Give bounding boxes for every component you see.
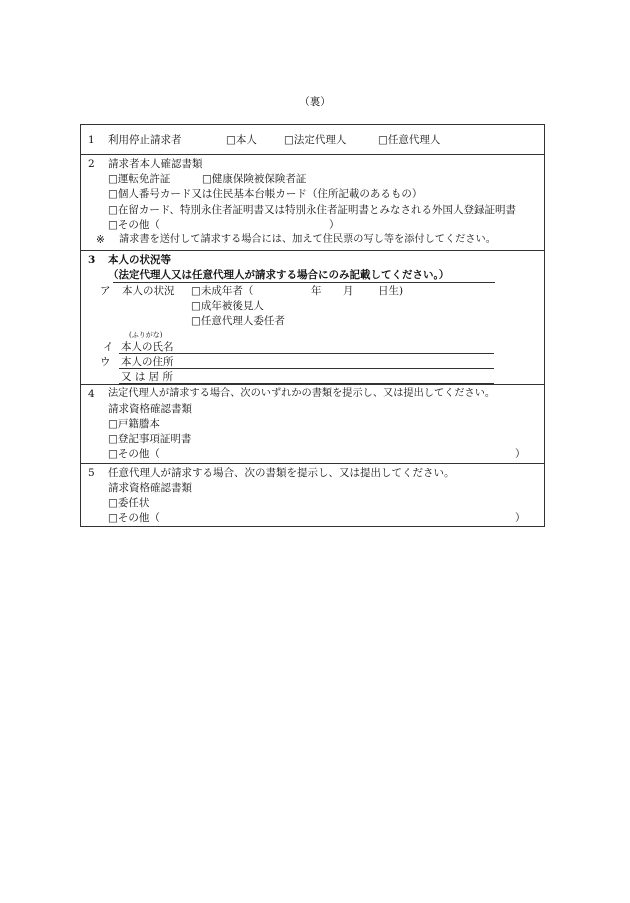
requester-option-legal-agent[interactable]: □法定代理人 — [284, 134, 347, 146]
legal-doc-option-other[interactable]: □その他（ — [108, 448, 160, 460]
section-title: 請求者本人確認書類 — [108, 158, 203, 170]
principal-name-label: 本人の氏名 — [121, 341, 174, 353]
item-mark-u: ウ — [100, 356, 111, 368]
section-title: 本人の状況等 — [108, 254, 171, 266]
section-number: 1 — [88, 134, 95, 146]
principal-residence-field[interactable] — [119, 383, 494, 384]
birth-month-label: 月 — [343, 285, 354, 297]
note-mark: ※ — [96, 234, 105, 246]
section-divider — [80, 463, 545, 464]
page-heading: （裏） — [299, 96, 331, 108]
birth-day-label: 日生) — [378, 285, 404, 297]
principal-address-field[interactable] — [119, 368, 494, 369]
doc-option-my-number-card[interactable]: □個人番号カード又は住民基本台帳カード（住所記載のあるもの） — [108, 188, 423, 200]
subtitle-underline — [113, 282, 495, 283]
legal-doc-option-family-register[interactable]: □戸籍謄本 — [108, 418, 160, 430]
mailing-note: 請求書を送付して請求する場合には、加えて住民票の写し等を添付してください。 — [119, 234, 496, 245]
doc-option-health-insurance[interactable]: □健康保険被保険者証 — [202, 173, 307, 185]
section-divider — [80, 384, 545, 385]
item-mark-a: ア — [100, 285, 111, 297]
principal-status-label: 本人の状況 — [122, 285, 175, 297]
qualification-docs-heading: 請求資格確認書類 — [108, 482, 192, 494]
other-close-paren: ） — [329, 219, 340, 231]
status-option-minor[interactable]: □未成年者（ — [191, 285, 254, 297]
other-close-paren: ） — [515, 448, 526, 460]
section-title: 法定代理人が請求する場合、次のいずれかの書類を提示し、又は提出してください。 — [108, 388, 496, 399]
status-option-voluntary-principal[interactable]: □任意代理人委任者 — [191, 315, 285, 327]
requester-option-voluntary-agent[interactable]: □任意代理人 — [378, 134, 441, 146]
qualification-docs-heading: 請求資格確認書類 — [108, 403, 192, 415]
requester-option-self[interactable]: □本人 — [226, 134, 257, 146]
section-divider — [80, 250, 545, 251]
section-number: 2 — [88, 158, 95, 170]
section-title: 任意代理人が請求する場合、次の書類を提示し、又は提出してください。 — [108, 467, 455, 479]
section-number: 5 — [88, 467, 95, 479]
birth-year-label: 年 — [311, 285, 322, 297]
legal-doc-option-registry-certificate[interactable]: □登記事項証明書 — [108, 433, 192, 445]
principal-address-label: 本人の住所 — [121, 356, 174, 368]
doc-option-other[interactable]: □その他（ — [108, 219, 160, 231]
voluntary-doc-option-other[interactable]: □その他（ — [108, 512, 160, 524]
doc-option-drivers-license[interactable]: □運転免許証 — [108, 173, 171, 185]
furigana-label: (ふりがな) — [129, 331, 163, 339]
section-divider — [80, 154, 545, 155]
other-close-paren: ） — [515, 512, 526, 524]
principal-name-field[interactable] — [119, 353, 494, 354]
voluntary-doc-option-power-of-attorney[interactable]: □委任状 — [108, 497, 150, 509]
section-number: 4 — [88, 388, 95, 400]
item-mark-i: イ — [103, 341, 114, 353]
doc-option-residence-card[interactable]: □在留カード、特別永住者証明書又は特別永住者証明書とみなされる外国人登録証明書 — [108, 204, 516, 216]
principal-residence-label: 又 は 居 所 — [121, 371, 174, 383]
status-option-adult-ward[interactable]: □成年被後見人 — [191, 300, 264, 312]
section-title: 利用停止請求者 — [108, 134, 182, 146]
section-subtitle: （法定代理人又は任意代理人が請求する場合にのみ記載してください。） — [108, 269, 450, 281]
section-number: 3 — [88, 254, 96, 266]
